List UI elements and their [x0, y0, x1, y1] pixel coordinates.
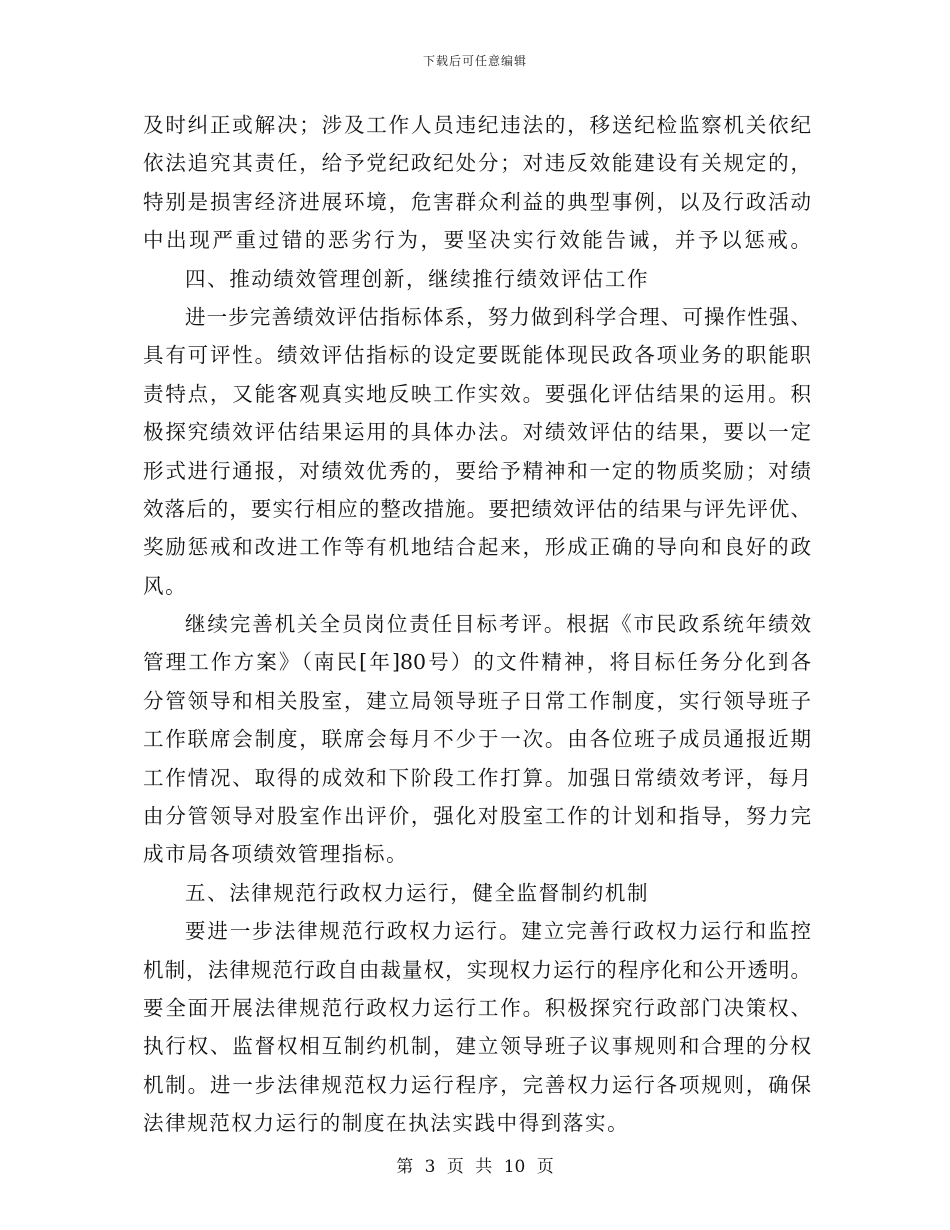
text-line: 工作联席会制度，联席会每月不少于一次。由各位班子成员通报近期: [143, 727, 811, 752]
text-line: 管理工作方案》（南民[年]80号）的文件精神，将目标任务分化到各: [143, 650, 811, 675]
text-line: 要进一步法律规范行政权力运行。建立完善行政权力运行和监控: [185, 919, 811, 944]
text-line: 法律规范权力运行的制度在执法实践中得到落实。: [143, 1111, 630, 1136]
text-line: 由分管领导对股室作出评价，强化对股室工作的计划和指导，努力完: [143, 804, 811, 829]
body-text: [143, 106, 811, 1143]
text-line: 执行权、监督权相互制约机制，建立领导班子议事规则和合理的分权: [143, 1034, 811, 1059]
text-line: 进一步完善绩效评估指标体系，努力做到科学合理、可操作性强、: [185, 304, 811, 329]
text-line: 及时纠正或解决；涉及工作人员违纪违法的，移送纪检监察机关依纪: [143, 113, 811, 137]
text-line: 依法追究其责任，给予党纪政纪处分；对违反效能建设有关规定的，: [143, 151, 811, 176]
text-line: 要全面开展法律规范行政权力运行工作。积极探究行政部门决策权、: [143, 995, 811, 1020]
text-line: 风。: [143, 573, 188, 598]
text-line: 分管领导和相关股室，建立局领导班子日常工作制度，实行领导班子: [143, 688, 811, 713]
text-line: 特别是损害经济进展环境，危害群众利益的典型事例，以及行政活动: [143, 189, 811, 214]
text-line: 成市局各项绩效管理指标。: [143, 842, 409, 867]
text-line: 效落后的，要实行相应的整改措施。要把绩效评估的结果与评先评优、: [143, 496, 811, 521]
text-line: 五、法律规范行政权力运行，健全监督制约机制: [185, 880, 650, 905]
text-line: 中出现严重过错的恶劣行为，要坚决实行效能告诫，并予以惩戒。: [143, 228, 811, 253]
text-line: 机制，法律规范行政自由裁量权，实现权力运行的程序化和公开透明。: [143, 957, 811, 982]
text-line: 继续完善机关全员岗位责任目标考评。根据《市民政系统年绩效: [185, 612, 811, 637]
page-header: 下载后可任意编辑: [422, 54, 527, 68]
text-line: 奖励惩戒和改进工作等有机地结合起来，形成正确的导向和良好的政: [143, 535, 811, 560]
text-line: 具有可评性。绩效评估指标的设定要既能体现民政各项业务的职能职: [143, 343, 811, 368]
page-footer: 第 3 页 共 10 页: [396, 1157, 554, 1177]
text-line: 极探究绩效评估结果运用的具体办法。对绩效评估的结果，要以一定: [143, 420, 811, 445]
text-line: 形式进行通报，对绩效优秀的，要给予精神和一定的物质奖励；对绩: [143, 458, 811, 483]
text-line: 工作情况、取得的成效和下阶段工作打算。加强日常绩效考评，每月: [143, 765, 811, 790]
text-line: 机制。进一步法律规范权力运行程序，完善权力运行各项规则，确保: [143, 1072, 811, 1097]
text-line: 四、推动绩效管理创新，继续推行绩效评估工作: [185, 266, 650, 291]
text-line: 责特点，又能客观真实地反映工作实效。要强化评估结果的运用。积: [143, 381, 811, 406]
